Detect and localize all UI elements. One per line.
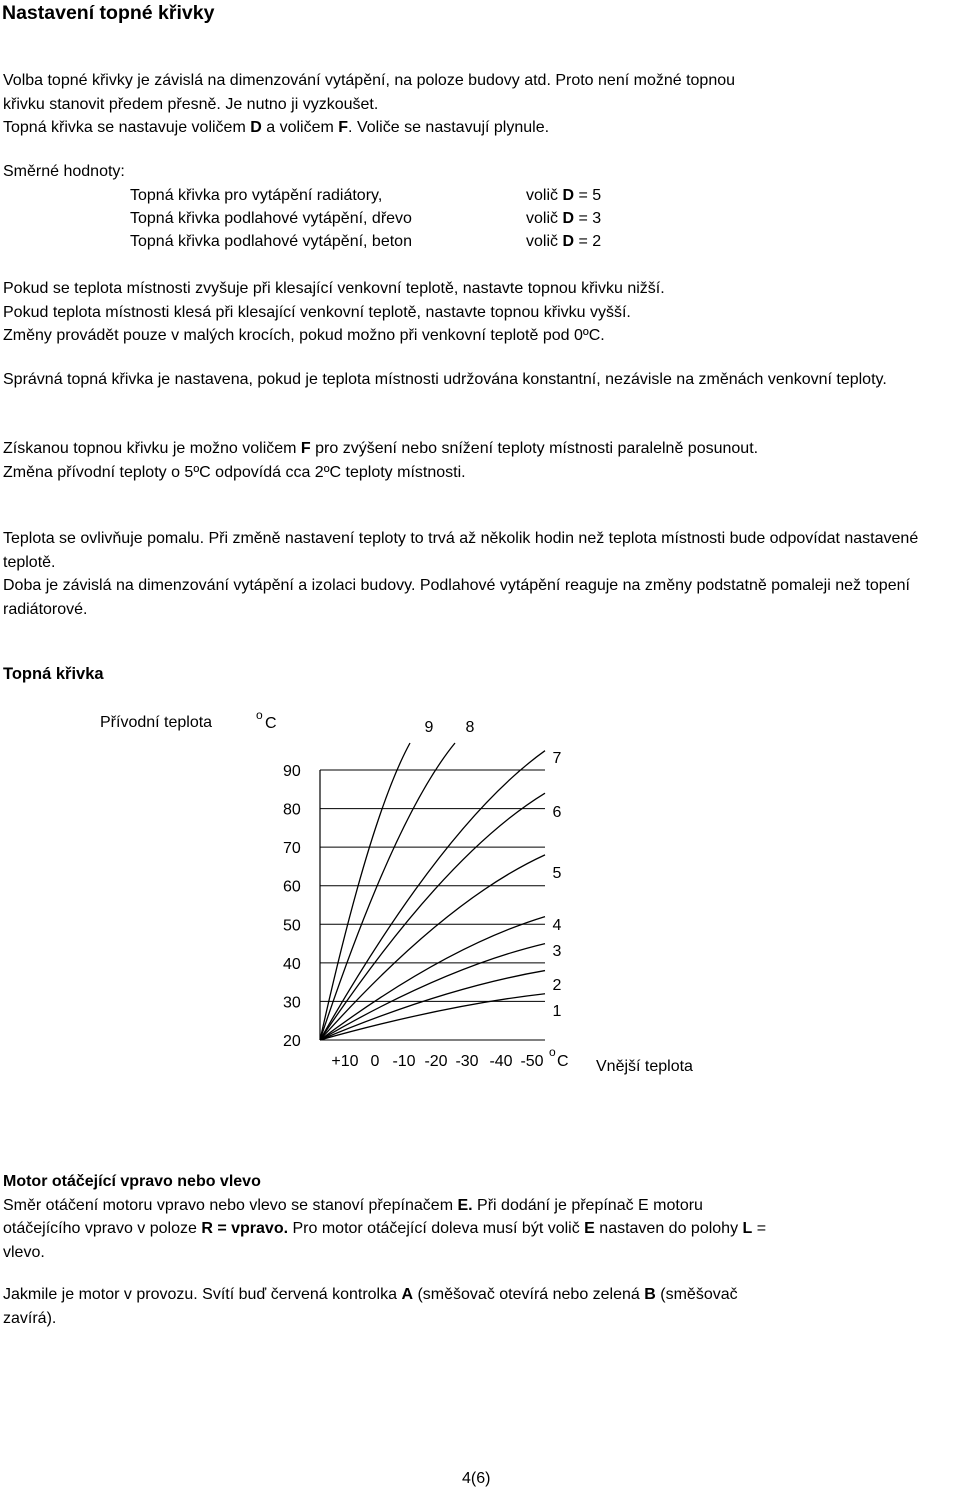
text: Získanou topnou křivku je možno voličem	[3, 440, 301, 457]
intro-line-3	[3, 116, 958, 140]
page-number: 4(6)	[462, 1470, 491, 1487]
slow-response-paragraph: Teplota se ovlivňuje pomalu. Při změně nastavení teploty to trvá až několik hodin než teplota místnosti bude odpovídat nastavené teplotě.	[3, 530, 919, 571]
text: volič	[526, 187, 563, 204]
chart-grid	[320, 770, 545, 1040]
selector-key: D	[562, 210, 575, 227]
selector-key: D	[562, 187, 575, 204]
y-axis-unit: C	[265, 715, 277, 732]
text: (směšovač	[655, 1286, 738, 1303]
position-r: R = vpravo.	[201, 1220, 289, 1237]
curve-label-6: 6	[552, 804, 562, 821]
motor-line-2	[3, 1217, 958, 1241]
y-tick-label: 70	[283, 840, 301, 858]
guide-row-1-value	[526, 186, 601, 207]
text: volič	[526, 210, 563, 227]
y-tick-label: 30	[283, 994, 301, 1012]
text: pro zvýšení nebo snížení teploty místnosti paralelně posunout.	[310, 440, 759, 457]
curve-7	[320, 751, 545, 1040]
text: Při dodání je přepínač E motoru	[472, 1196, 703, 1214]
curve-1	[320, 994, 545, 1040]
curve-2	[320, 971, 545, 1040]
status-paragraph	[3, 1283, 958, 1330]
y-axis-label: Přívodní teplota	[100, 714, 213, 731]
duration-paragraph: Doba je závislá na dimenzování vytápění a izolaci budovy. Podlahové vytápění reaguje na změny podstatně pomaleji než topení radiátorové.	[3, 577, 910, 618]
heating-curve-chart	[0, 700, 960, 1100]
motor-line-1	[3, 1194, 958, 1218]
text: Směr otáčení motoru vpravo nebo vlevo se stanoví přepínačem	[3, 1196, 458, 1214]
x-tick-label: -20	[424, 1053, 448, 1070]
switch-e: E.	[457, 1196, 473, 1214]
guide-row-2-desc: Topná křivka podlahové vytápění, dřevo	[130, 210, 412, 227]
y-tick-label: 60	[283, 878, 301, 896]
guide-row-3-desc: Topná křivka podlahové vytápění, beton	[130, 233, 412, 250]
shift-line-2: Změna přívodní teploty o 5ºC odpovídá cca 2ºC teploty místnosti.	[3, 463, 466, 481]
curve-label-4: 4	[552, 917, 562, 934]
curve-label-3: 3	[552, 943, 562, 960]
selector-key: D	[562, 233, 575, 250]
text: = 3	[574, 210, 602, 227]
x-axis-label: Vnější teplota	[596, 1058, 693, 1075]
motor-line-3: vlevo.	[3, 1243, 45, 1261]
chart-curves	[320, 743, 545, 1040]
selector-f: F	[338, 119, 349, 136]
chart-heading: Topná křivka	[3, 665, 104, 683]
curve-label-5: 5	[552, 865, 562, 882]
text: (směšovač otevírá nebo zelená	[413, 1286, 645, 1303]
motor-section	[3, 1170, 958, 1264]
curve-9	[320, 743, 410, 1040]
status-line-1	[3, 1283, 958, 1307]
x-axis-unit: C	[557, 1053, 569, 1070]
y-tick-label: 90	[283, 763, 301, 780]
shift-line-1	[3, 437, 958, 461]
curve-label-8: 8	[465, 719, 475, 736]
intro-paragraph	[3, 69, 958, 140]
x-axis-unit-sup: o	[549, 1045, 556, 1059]
x-tick-label: 0	[370, 1053, 380, 1070]
curve-label-2: 2	[552, 977, 562, 994]
y-tick-label: 20	[283, 1033, 301, 1050]
guide-heading: Směrné hodnoty:	[3, 163, 125, 180]
guide-row-1-desc: Topná křivka pro vytápění radiátory,	[130, 187, 383, 204]
y-tick-label: 80	[283, 801, 301, 819]
indicator-b: B	[644, 1286, 656, 1303]
y-tick-label: 50	[283, 917, 301, 935]
adjust-line-2: Pokud teplota místnosti klesá při klesající venkovní teplotě, nastavte topnou křivku vyšší.	[3, 303, 631, 321]
x-tick-label: -10	[392, 1053, 416, 1070]
shift-paragraph	[3, 437, 958, 484]
adjust-paragraph	[3, 277, 958, 348]
status-line-2: zavírá).	[3, 1309, 57, 1327]
switch-e: E	[584, 1220, 595, 1237]
y-tick-label: 40	[283, 955, 301, 973]
guide-row-3-value	[526, 232, 601, 253]
text: nastaven do polohy	[594, 1220, 743, 1237]
text: Topná křivka se nastavuje voličem	[3, 119, 251, 136]
page-title: Nastavení topné křivky	[2, 2, 215, 24]
y-axis-unit-sup: o	[256, 708, 263, 722]
curve-label-7: 7	[552, 750, 562, 767]
text: = 5	[574, 187, 602, 204]
text: =	[752, 1220, 767, 1237]
text: . Voliče se nastavují plynule.	[348, 119, 550, 136]
text: volič	[526, 233, 563, 250]
text: otáčejícího vpravo v poloze	[3, 1220, 202, 1237]
text: Pro motor otáčející doleva musí být volič	[288, 1220, 585, 1237]
x-tick-label: +10	[331, 1053, 359, 1070]
selector-f: F	[300, 440, 311, 457]
motor-heading: Motor otáčející vpravo nebo vlevo	[3, 1173, 261, 1190]
adjust-line-3: Změny provádět pouze v malých krocích, pokud možno při venkovní teplotě pod 0ºC.	[3, 327, 605, 344]
curve-label-9: 9	[424, 719, 434, 736]
text: = 2	[574, 233, 602, 250]
x-tick-label: -30	[455, 1053, 479, 1070]
x-tick-label: -40	[489, 1053, 513, 1070]
selector-d: D	[250, 119, 262, 136]
curve-label-1: 1	[552, 1003, 562, 1020]
correct-curve-paragraph: Správná topná křivka je nastavena, pokud je teplota místnosti udržována konstantní, nezávisle na změnách venkovní teploty.	[3, 371, 887, 388]
indicator-a: A	[401, 1286, 414, 1303]
intro-line-2: křivku stanovit předem přesně. Je nutno ji vyzkoušet.	[3, 95, 379, 113]
intro-line-1: Volba topné křivky je závislá na dimenzování vytápění, na poloze budovy atd. Proto není možné topnou	[3, 72, 736, 89]
text: Jakmile je motor v provozu. Svítí buď červená kontrolka	[3, 1286, 402, 1303]
position-l: L	[742, 1220, 753, 1237]
curve-8	[320, 743, 455, 1040]
guide-row-2-value	[526, 209, 601, 230]
x-tick-label: -50	[520, 1053, 544, 1070]
adjust-line-1: Pokud se teplota místnosti zvyšuje při klesající venkovní teplotě, nastavte topnou křivku nižší.	[3, 280, 665, 297]
text: a voličem	[261, 119, 339, 136]
